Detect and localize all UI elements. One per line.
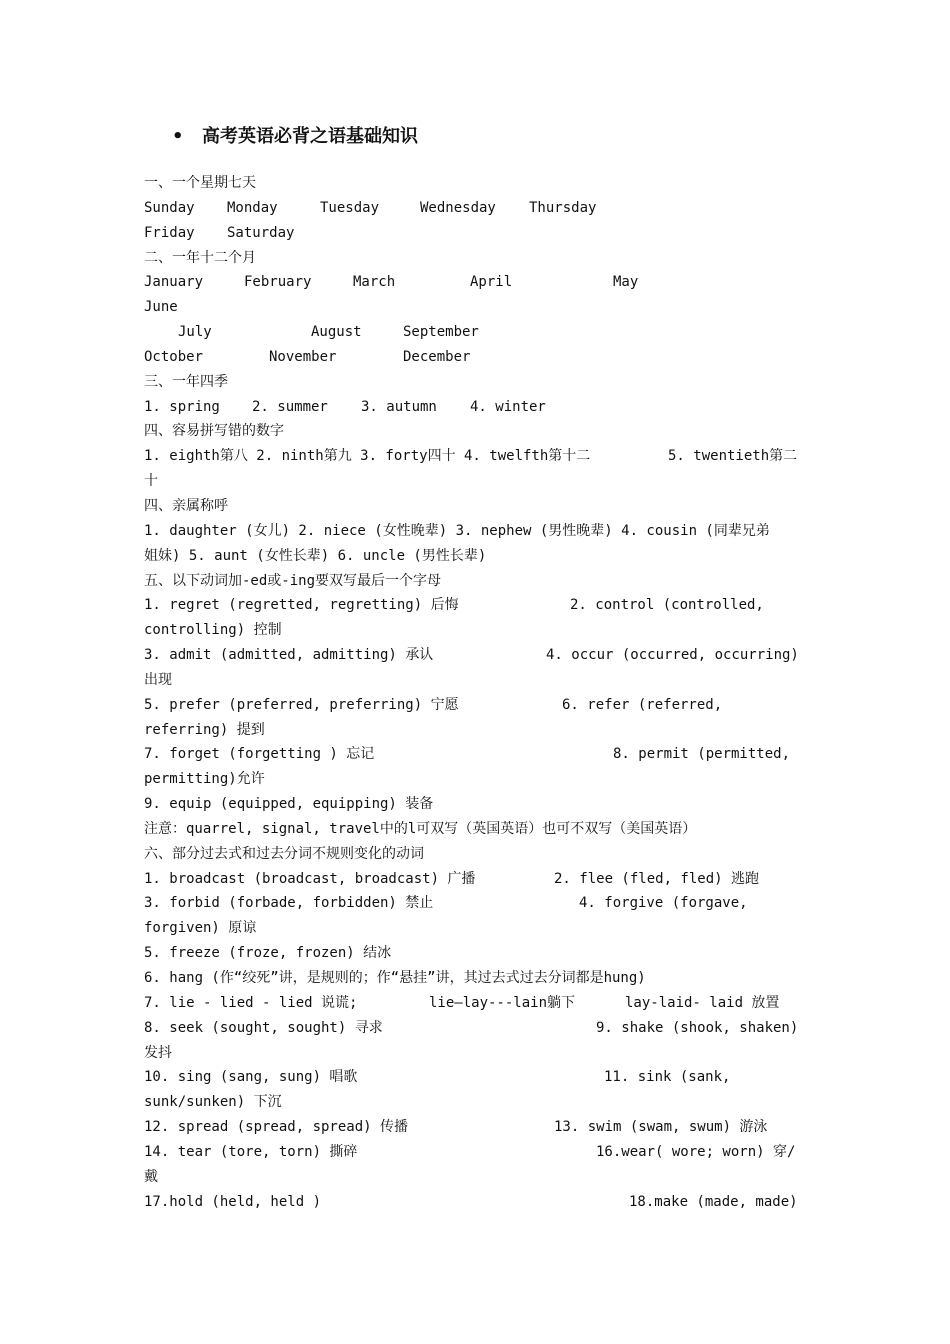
line-text: March: [353, 274, 396, 291]
text-line: [144, 668, 809, 693]
line-text: January: [144, 274, 204, 291]
line-text: 2. summer: [252, 398, 328, 415]
line-text: controlling) 控制: [144, 622, 282, 639]
line-text: 8. seek (sought, sought) 寻求: [144, 1019, 383, 1036]
line-text: 3. autumn: [361, 398, 437, 415]
line-text: 2. control (controlled,: [570, 597, 764, 614]
line-text: 1. daughter (女儿) 2. niece (女性晚辈) 3. nephew (男性晚辈) 4. cousin (同辈兄弟: [144, 522, 770, 539]
text-line: [144, 593, 809, 618]
line-text: August: [311, 324, 362, 341]
title-text: 高考英语必背之语基础知识: [202, 126, 418, 147]
text-line: [144, 196, 809, 221]
line-text: April: [470, 274, 513, 291]
line-text: May: [613, 274, 639, 291]
line-text: 5. twentieth第二: [668, 448, 798, 465]
line-text: 戴: [144, 1168, 158, 1185]
line-text: forgiven) 原谅: [144, 920, 257, 937]
line-text: November: [269, 348, 337, 365]
text-line: [144, 345, 809, 370]
line-text: 8. permit (permitted,: [613, 746, 791, 763]
line-text: lie—lay---lain躺下: [429, 994, 576, 1011]
line-text: Wednesday: [420, 199, 496, 216]
line-text: 1. regret (regretted, regretting) 后悔: [144, 597, 459, 614]
line-text: 14. tear (tore, torn) 撕碎: [144, 1143, 358, 1160]
line-text: July: [178, 324, 212, 341]
line-text: 11. sink (sank,: [604, 1069, 731, 1086]
text-line: [144, 618, 809, 643]
line-text: 注意：quarrel, signal, travel中的l可双写（英国英语）也可不双写（美国英语）: [144, 820, 697, 837]
line-text: Tuesday: [320, 199, 380, 216]
line-text: 6. hang (作“绞死”讲，是规则的；作“悬挂”讲，其过去式过去分词都是hung): [144, 970, 646, 986]
line-text: 13. swim (swam, swum) 游泳: [554, 1119, 768, 1136]
text-line: [144, 742, 809, 767]
line-text: September: [403, 324, 479, 341]
text-line: [144, 1041, 809, 1066]
line-text: 二、一年十二个月: [144, 249, 256, 266]
line-text: 三、一年四季: [144, 373, 228, 390]
text-line: [144, 544, 809, 569]
line-text: 3. forbid (forbade, forbidden) 禁止: [144, 895, 434, 912]
text-line: [144, 221, 809, 246]
text-line: [144, 444, 809, 469]
line-text: 五、以下动词加-ed或-ing要双写最后一个字母: [144, 572, 441, 589]
line-text: 1. spring: [144, 398, 220, 415]
line-text: 9. equip (equipped, equipping) 装备: [144, 796, 434, 813]
line-text: 四、容易拼写错的数字: [144, 423, 284, 440]
text-line: [144, 1115, 809, 1140]
line-text: 出现: [144, 671, 172, 688]
line-text: 4. occur (occurred, occurring): [546, 647, 799, 664]
document-body: [144, 171, 809, 1214]
line-text: 9. shake (shook, shaken): [596, 1019, 799, 1036]
text-line: [144, 469, 809, 494]
line-text: Sunday: [144, 199, 195, 216]
line-text: referring) 提到: [144, 721, 265, 738]
text-line: [144, 916, 809, 941]
line-text: lay-laid- laid 放置: [625, 994, 780, 1011]
text-line: [144, 1165, 809, 1190]
line-text: 10. sing (sang, sung) 唱歌: [144, 1069, 358, 1086]
text-line: [144, 718, 809, 743]
line-text: 12. spread (spread, spread) 传播: [144, 1119, 409, 1136]
line-text: Friday: [144, 224, 195, 241]
text-line: [144, 494, 809, 519]
line-text: June: [144, 299, 178, 316]
line-text: 4. winter: [470, 398, 546, 415]
text-line: [144, 295, 809, 320]
text-line: [144, 419, 809, 444]
line-text: permitting)允许: [144, 771, 265, 788]
text-line: [144, 891, 809, 916]
text-line: [144, 270, 809, 295]
line-text: Monday: [227, 199, 278, 216]
line-text: 16.wear( wore; worn) 穿/: [596, 1143, 796, 1160]
text-line: [144, 171, 809, 196]
line-text: 17.hold (held, held ): [144, 1193, 322, 1210]
line-text: 7. forget (forgetting ) 忘记: [144, 746, 375, 763]
bullet-icon: •: [172, 126, 184, 147]
text-line: [144, 1090, 809, 1115]
line-text: 6. refer (referred,: [562, 696, 723, 713]
line-text: 四、亲属称呼: [144, 497, 228, 514]
line-text: 5. prefer (preferred, preferring) 宁愿: [144, 696, 459, 713]
text-line: [144, 643, 809, 668]
text-line: [144, 1140, 809, 1165]
line-text: 一、一个星期七天: [144, 175, 256, 191]
text-line: [144, 991, 809, 1016]
line-text: 18.make (made, made): [629, 1193, 798, 1210]
line-text: 7. lie - lied - lied 说谎;: [144, 994, 358, 1011]
text-line: [144, 792, 809, 817]
line-text: December: [403, 348, 471, 365]
line-text: 发抖: [144, 1044, 172, 1061]
line-text: Saturday: [227, 224, 295, 241]
text-line: [144, 569, 809, 594]
line-text: 5. freeze (froze, frozen) 结冰: [144, 945, 392, 962]
line-text: 1. eighth第八 2. ninth第九 3. forty四十 4. twelfth第十二: [144, 448, 591, 465]
line-text: 1. broadcast (broadcast, broadcast) 广播: [144, 870, 476, 887]
text-line: [144, 370, 809, 395]
line-text: 姐妹) 5. aunt (女性长辈) 6. uncle (男性长辈): [144, 547, 487, 564]
document-title: [172, 124, 418, 150]
line-text: Thursday: [529, 199, 597, 216]
text-line: [144, 867, 809, 892]
text-line: [144, 767, 809, 792]
line-text: 六、部分过去式和过去分词不规则变化的动词: [144, 845, 424, 862]
text-line: [144, 941, 809, 966]
text-line: [144, 693, 809, 718]
text-line: [144, 1016, 809, 1041]
text-line: [144, 1065, 809, 1090]
text-line: [144, 246, 809, 271]
line-text: 2. flee (fled, fled) 逃跑: [554, 870, 760, 887]
text-line: [144, 966, 809, 991]
text-line: [144, 395, 809, 420]
line-text: 十: [144, 473, 158, 490]
text-line: [144, 1190, 809, 1215]
line-text: sunk/sunken) 下沉: [144, 1094, 282, 1111]
line-text: February: [244, 274, 312, 291]
line-text: 4. forgive (forgave,: [579, 895, 748, 912]
text-line: [144, 842, 809, 867]
text-line: [144, 320, 809, 345]
line-text: 3. admit (admitted, admitting) 承认: [144, 647, 434, 664]
line-text: October: [144, 348, 204, 365]
text-line: [144, 817, 809, 842]
text-line: [144, 519, 809, 544]
